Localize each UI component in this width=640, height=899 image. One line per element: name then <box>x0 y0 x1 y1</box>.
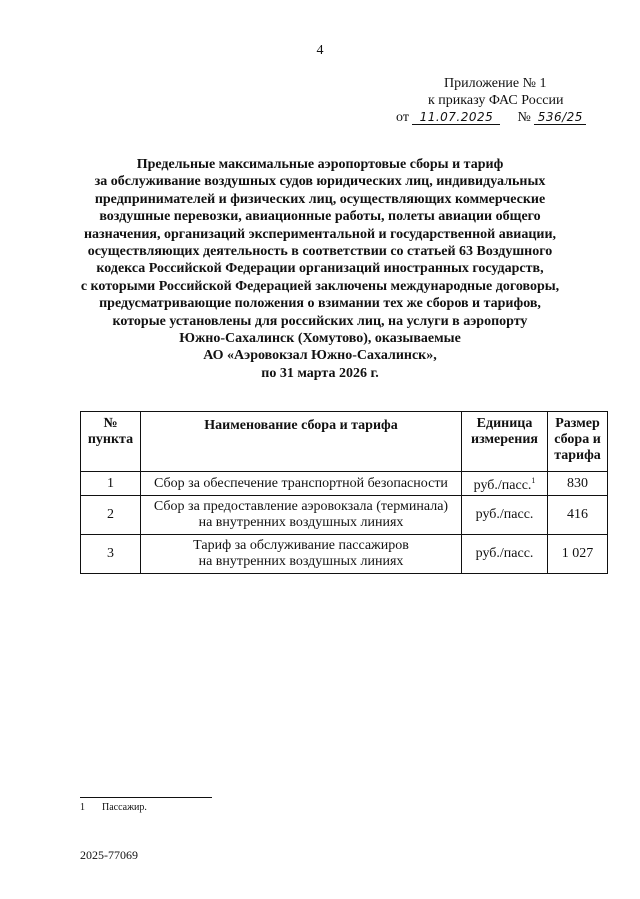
from-label: от <box>396 110 409 125</box>
title-line: назначения, организаций экспериментальной и государственной авиации, <box>83 226 557 242</box>
title-line: воздушные перевозки, авиационные работы, полеты авиации общего <box>99 209 541 225</box>
row-name-line: Сбор за предоставление аэровокзала (терминала) <box>153 499 449 514</box>
title-line: по 31 марта 2026 г. <box>261 365 379 381</box>
row-name-line: на внутренних воздушных линиях <box>198 515 404 530</box>
header-name: Наименование сбора и тарифа <box>140 412 461 472</box>
footnote-text: Пассажир. <box>102 802 147 813</box>
title-line: которые установлены для российских лиц, на услуги в аэропорту <box>112 313 528 329</box>
table-row <box>81 472 608 496</box>
row-name <box>140 472 461 496</box>
title-line: АО «Аэровокзал Южно-Сахалинск», <box>203 348 437 364</box>
document-title <box>60 156 580 382</box>
row-unit: руб./пасс. <box>462 496 548 535</box>
handwritten-date: 11.07.2025 <box>412 110 500 125</box>
header-unit <box>462 412 548 472</box>
header-size <box>547 412 607 472</box>
header-unit-line: измерения <box>471 432 538 447</box>
table-header-row <box>81 412 608 472</box>
row-name <box>140 535 461 574</box>
row-value: 1 027 <box>547 535 607 574</box>
page-number: 4 <box>316 43 324 58</box>
footnote-number: 1 <box>80 802 85 813</box>
title-line: предпринимателей и физических лиц, осуществляющих коммерческие <box>94 191 546 207</box>
footnote-divider <box>80 797 212 798</box>
row-unit-text: руб./пасс. <box>473 478 532 493</box>
row-unit <box>462 472 548 496</box>
table-row <box>81 535 608 574</box>
row-name-line: Сбор за обеспечение транспортной безопасности <box>154 475 448 491</box>
document-number: 2025-77069 <box>80 848 138 862</box>
appendix-date-line <box>396 109 586 126</box>
header-size-line: тарифа <box>554 448 601 463</box>
row-number: 1 <box>81 472 141 496</box>
title-line: Южно-Сахалинск (Хомутово), оказываемые <box>179 331 461 347</box>
title-line: предусматривающие положения о взимании тех же сборов и тарифов, <box>99 296 541 312</box>
title-line: кодекса Российской Федерации организаций иностранных государств, <box>96 261 544 277</box>
title-line: Предельные максимальные аэропортовые сборы и тариф <box>136 157 504 172</box>
row-value: 830 <box>547 472 607 496</box>
header-number <box>81 412 141 472</box>
footnote-ref: 1 <box>531 476 536 485</box>
header-number-line: № <box>103 416 118 431</box>
row-unit: руб./пасс. <box>462 535 548 574</box>
title-line: с которыми Российской Федерацией заключены международные договоры, <box>80 278 560 294</box>
header-unit-line: Единица <box>476 416 533 431</box>
handwritten-number: 536/25 <box>534 110 586 125</box>
title-line: за обслуживание воздушных судов юридических лиц, индивидуальных <box>94 174 546 190</box>
row-name-line: Тариф за обслуживание пассажиров <box>193 538 409 553</box>
row-name-line: на внутренних воздушных линиях <box>198 554 404 569</box>
footnote <box>80 802 147 813</box>
header-size-line: сбора и <box>554 432 601 447</box>
header-number-line: пункта <box>87 432 134 447</box>
row-value: 416 <box>547 496 607 535</box>
table-row <box>81 496 608 535</box>
appendix-line-1: Приложение № 1 <box>444 76 547 91</box>
row-number: 2 <box>81 496 141 535</box>
number-label: № <box>517 110 531 125</box>
header-size-line: Размер <box>555 416 600 431</box>
row-number: 3 <box>81 535 141 574</box>
row-name <box>140 496 461 535</box>
title-line: осуществляющих деятельность в соответствии со статьей 63 Воздушного <box>87 244 553 260</box>
appendix-line-2: к приказу ФАС России <box>428 93 564 108</box>
tariffs-table <box>80 411 608 574</box>
